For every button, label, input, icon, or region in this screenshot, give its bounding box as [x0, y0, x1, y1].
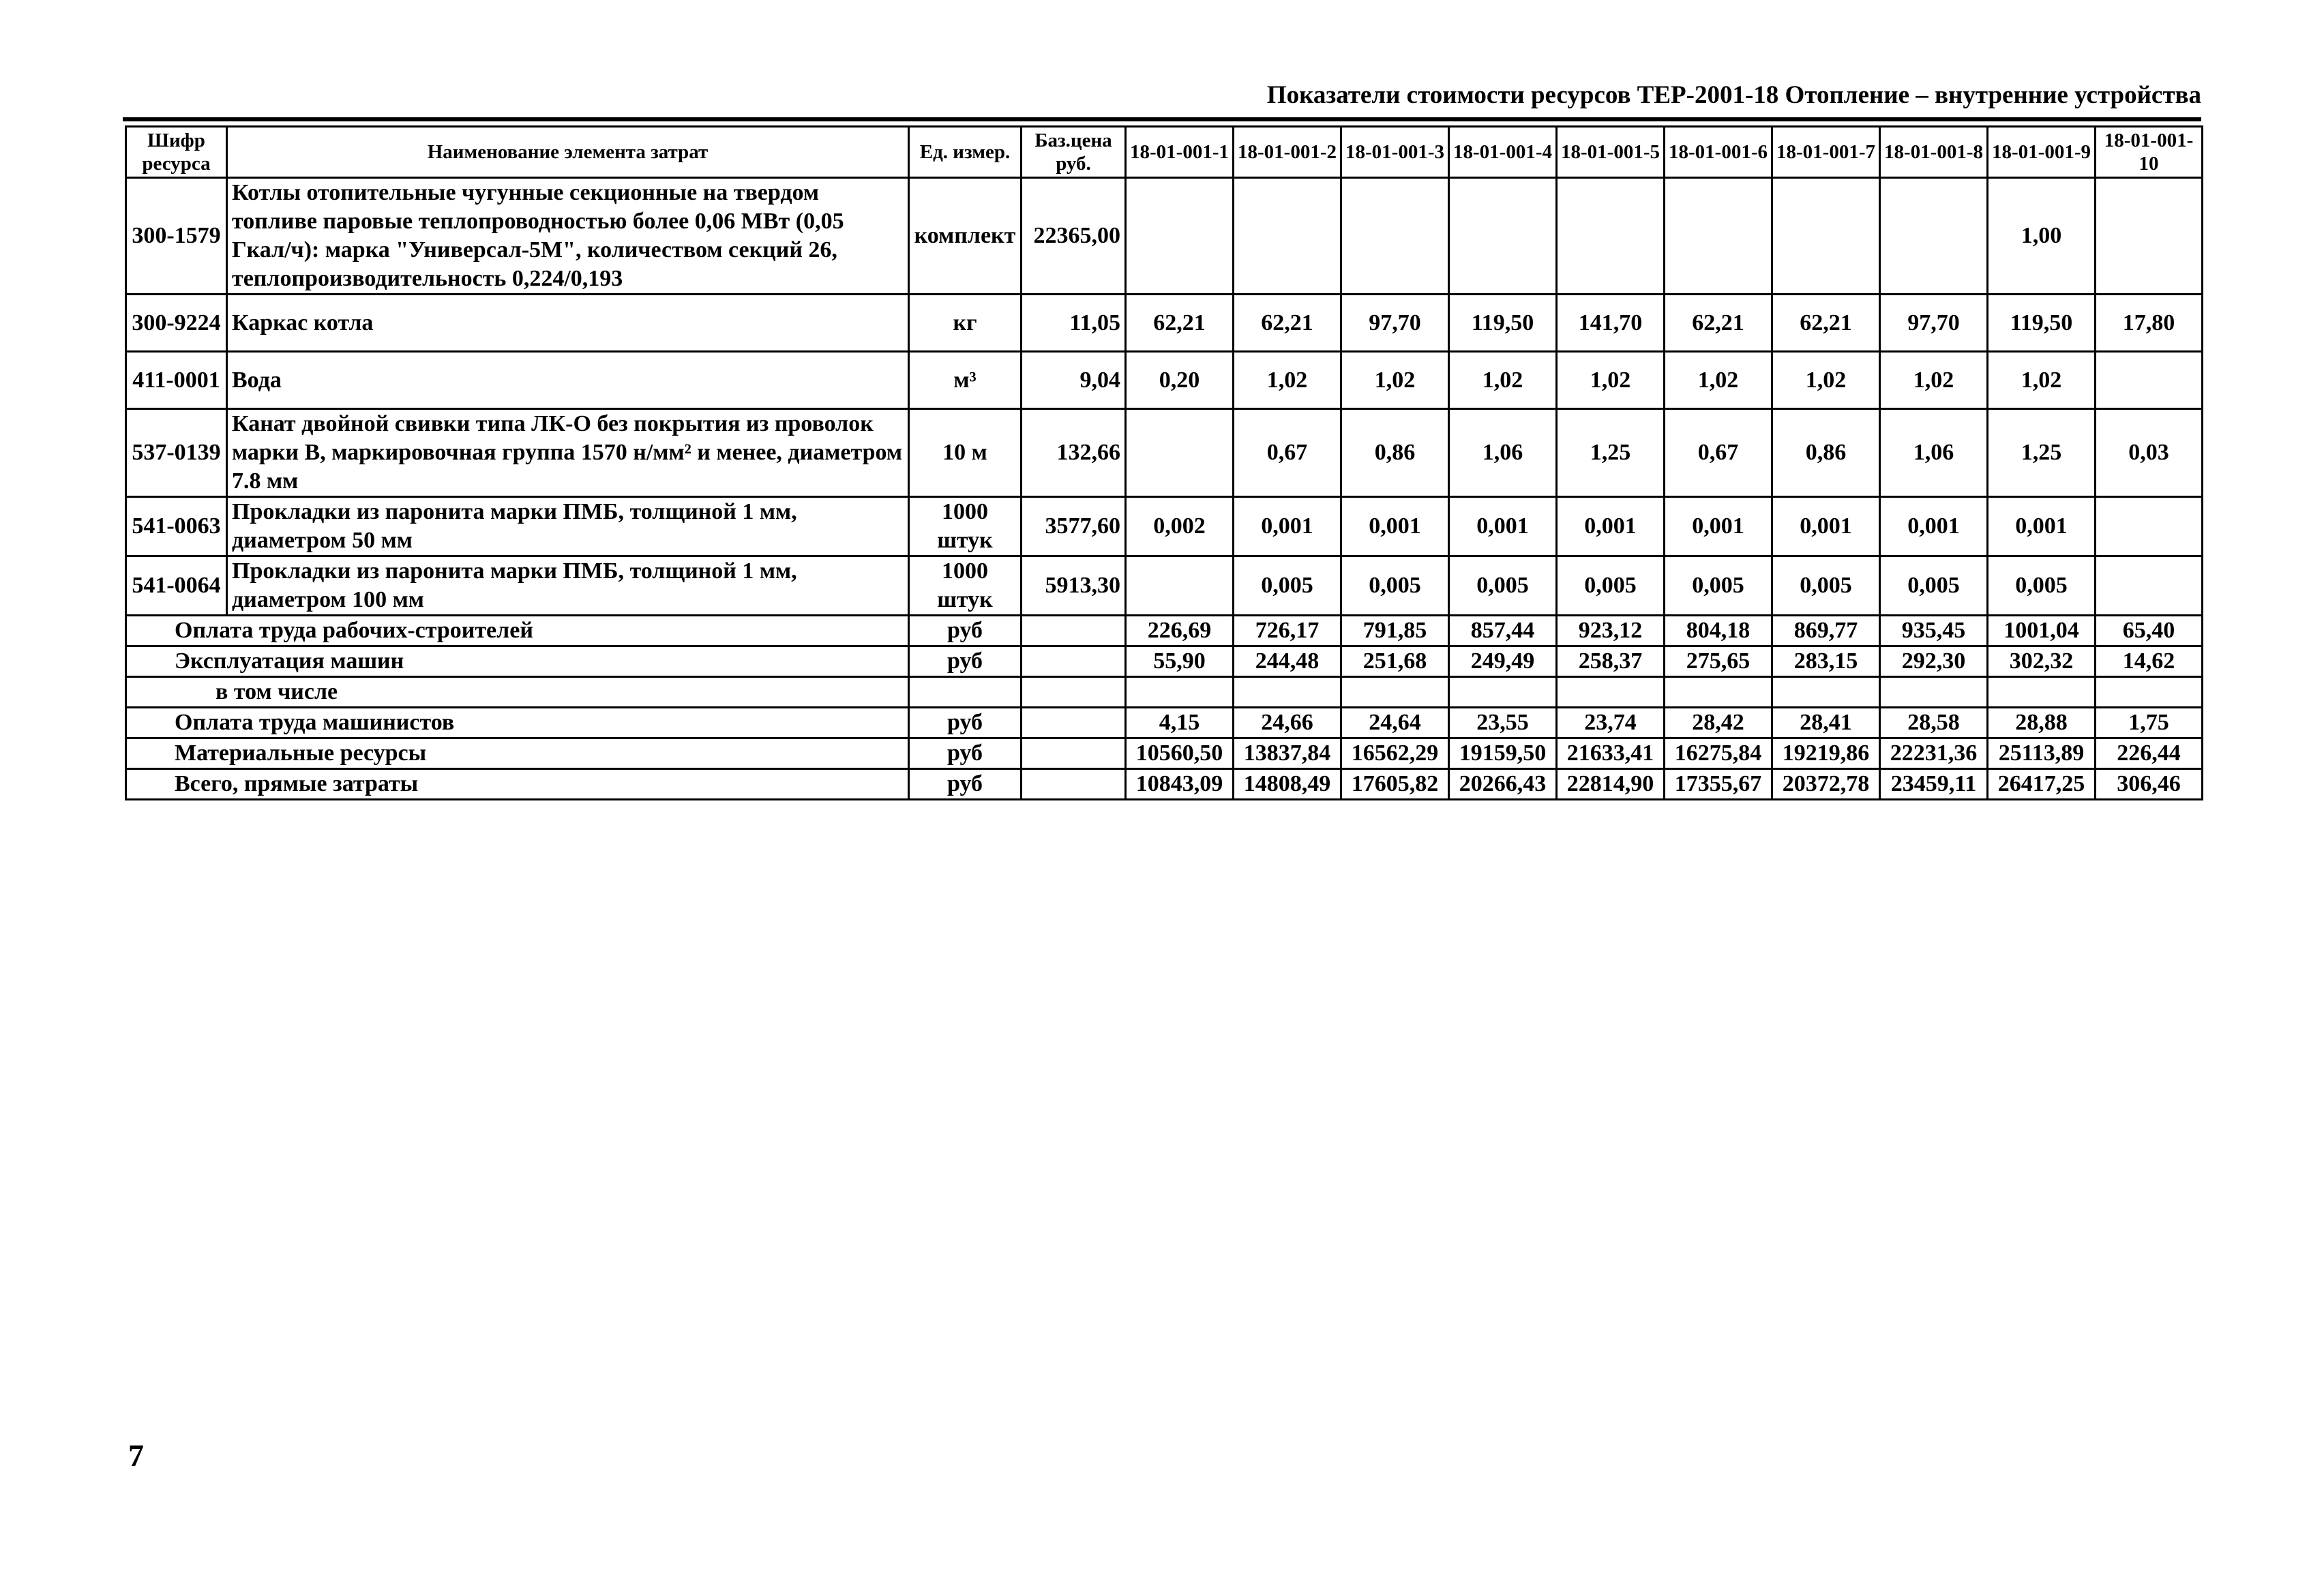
resource-value — [2096, 352, 2203, 409]
resource-unit: комплект — [909, 178, 1022, 295]
resource-value — [1880, 178, 1988, 295]
resource-value: 0,005 — [1557, 556, 1665, 616]
resource-value: 62,21 — [1665, 295, 1772, 352]
summary-unit — [909, 677, 1022, 708]
resource-name: Каркас котла — [227, 295, 909, 352]
summary-unit: руб — [909, 646, 1022, 677]
summary-label: Оплата труда машинистов — [126, 708, 909, 738]
summary-price — [1022, 646, 1126, 677]
page-number: 7 — [128, 1438, 144, 1473]
summary-value: 26417,25 — [1988, 769, 2096, 800]
summary-value: 23,74 — [1557, 708, 1665, 738]
resource-value — [1772, 178, 1880, 295]
resource-value — [1557, 178, 1665, 295]
resource-code: 300-1579 — [126, 178, 227, 295]
resource-unit: 1000 штук — [909, 556, 1022, 616]
page-header-title: Показатели стоимости ресурсов ТЕР-2001-18 Отопление – внутренние устройства — [1266, 81, 2201, 109]
resource-value: 0,005 — [1772, 556, 1880, 616]
summary-value — [1234, 677, 1341, 708]
resource-value: 1,25 — [1988, 409, 2096, 497]
resource-value: 119,50 — [1449, 295, 1557, 352]
resource-unit: 10 м — [909, 409, 1022, 497]
resource-value — [1126, 409, 1234, 497]
resource-value: 1,25 — [1557, 409, 1665, 497]
header-name: Наименование элемента затрат — [227, 127, 909, 178]
resource-name: Вода — [227, 352, 909, 409]
summary-value: 20372,78 — [1772, 769, 1880, 800]
summary-value: 22814,90 — [1557, 769, 1665, 800]
resource-value: 1,02 — [1880, 352, 1988, 409]
summary-label: Оплата труда рабочих-строителей — [126, 616, 909, 646]
resource-unit: кг — [909, 295, 1022, 352]
summary-value: 1,75 — [2096, 708, 2203, 738]
resource-value: 1,02 — [1449, 352, 1557, 409]
summary-label: Всего, прямые затраты — [126, 769, 909, 800]
resource-value: 119,50 — [1988, 295, 2096, 352]
resource-value: 0,005 — [1988, 556, 2096, 616]
summary-value: 23,55 — [1449, 708, 1557, 738]
resource-value: 0,005 — [1449, 556, 1557, 616]
resource-value — [1665, 178, 1772, 295]
resource-value: 0,86 — [1341, 409, 1449, 497]
resource-value: 1,02 — [1341, 352, 1449, 409]
resource-value — [1341, 178, 1449, 295]
header-col: 18-01-001-6 — [1665, 127, 1772, 178]
resource-value: 1,02 — [1557, 352, 1665, 409]
summary-price — [1022, 677, 1126, 708]
summary-value: 244,48 — [1234, 646, 1341, 677]
table-header-row — [126, 127, 2203, 178]
summary-label: в том числе — [126, 677, 909, 708]
summary-price — [1022, 738, 1126, 769]
summary-value: 251,68 — [1341, 646, 1449, 677]
resource-value: 62,21 — [1772, 295, 1880, 352]
header-col: 18-01-001-8 — [1880, 127, 1988, 178]
resource-value: 1,02 — [1234, 352, 1341, 409]
summary-value: 22231,36 — [1880, 738, 1988, 769]
resource-name: Прокладки из паронита марки ПМБ, толщиной 1 мм, диаметром 50 мм — [227, 497, 909, 556]
header-col: 18-01-001-2 — [1234, 127, 1341, 178]
resource-value: 97,70 — [1341, 295, 1449, 352]
resource-value: 0,001 — [1234, 497, 1341, 556]
summary-value: 28,41 — [1772, 708, 1880, 738]
summary-row — [126, 708, 2203, 738]
resource-value: 0,20 — [1126, 352, 1234, 409]
summary-value: 726,17 — [1234, 616, 1341, 646]
summary-value: 24,66 — [1234, 708, 1341, 738]
summary-unit: руб — [909, 769, 1022, 800]
table-row — [126, 497, 2203, 556]
header-col: 18-01-001-9 — [1988, 127, 2096, 178]
summary-price — [1022, 708, 1126, 738]
summary-unit: руб — [909, 616, 1022, 646]
resource-base-price: 132,66 — [1022, 409, 1126, 497]
summary-value: 24,64 — [1341, 708, 1449, 738]
summary-value: 10560,50 — [1126, 738, 1234, 769]
summary-value: 275,65 — [1665, 646, 1772, 677]
resource-code: 411-0001 — [126, 352, 227, 409]
summary-value — [1988, 677, 2096, 708]
resource-value: 62,21 — [1234, 295, 1341, 352]
resource-cost-table — [125, 125, 2203, 800]
resource-value — [1126, 556, 1234, 616]
summary-value: 28,58 — [1880, 708, 1988, 738]
summary-value: 28,42 — [1665, 708, 1772, 738]
summary-value: 55,90 — [1126, 646, 1234, 677]
resource-value: 1,02 — [1665, 352, 1772, 409]
resource-value: 1,02 — [1772, 352, 1880, 409]
resource-value — [2096, 556, 2203, 616]
resource-value: 1,06 — [1449, 409, 1557, 497]
summary-value: 16275,84 — [1665, 738, 1772, 769]
summary-value: 249,49 — [1449, 646, 1557, 677]
summary-value: 17605,82 — [1341, 769, 1449, 800]
table-row — [126, 178, 2203, 295]
header-rule — [123, 117, 2201, 121]
summary-value: 14808,49 — [1234, 769, 1341, 800]
table-row — [126, 352, 2203, 409]
summary-value: 16562,29 — [1341, 738, 1449, 769]
resource-value — [1449, 178, 1557, 295]
summary-price — [1022, 616, 1126, 646]
resource-value: 0,001 — [1557, 497, 1665, 556]
summary-value: 13837,84 — [1234, 738, 1341, 769]
summary-value — [1341, 677, 1449, 708]
resource-base-price: 11,05 — [1022, 295, 1126, 352]
resource-value: 0,001 — [1341, 497, 1449, 556]
summary-value: 20266,43 — [1449, 769, 1557, 800]
summary-value: 21633,41 — [1557, 738, 1665, 769]
resource-name: Прокладки из паронита марки ПМБ, толщиной 1 мм, диаметром 100 мм — [227, 556, 909, 616]
summary-value: 791,85 — [1341, 616, 1449, 646]
summary-unit: руб — [909, 738, 1022, 769]
summary-value: 857,44 — [1449, 616, 1557, 646]
resource-value: 0,67 — [1665, 409, 1772, 497]
header-col: 18-01-001-10 — [2096, 127, 2203, 178]
summary-row — [126, 646, 2203, 677]
resource-base-price: 5913,30 — [1022, 556, 1126, 616]
table-row — [126, 409, 2203, 497]
summary-value: 226,44 — [2096, 738, 2203, 769]
summary-value: 19159,50 — [1449, 738, 1557, 769]
resource-value: 1,02 — [1988, 352, 2096, 409]
resource-value: 0,001 — [1988, 497, 2096, 556]
summary-value — [1665, 677, 1772, 708]
header-price: Баз.цена руб. — [1022, 127, 1126, 178]
summary-value: 923,12 — [1557, 616, 1665, 646]
summary-value: 65,40 — [2096, 616, 2203, 646]
resource-value: 0,001 — [1449, 497, 1557, 556]
resource-code: 537-0139 — [126, 409, 227, 497]
summary-value: 10843,09 — [1126, 769, 1234, 800]
resource-value: 0,001 — [1880, 497, 1988, 556]
resource-name: Канат двойной свивки типа ЛК-О без покрытия из проволок марки В, маркировочная группа 1570 н/мм² и менее, диаметром 7.8 мм — [227, 409, 909, 497]
summary-value — [1449, 677, 1557, 708]
summary-value: 258,37 — [1557, 646, 1665, 677]
summary-value: 1001,04 — [1988, 616, 2096, 646]
summary-value: 869,77 — [1772, 616, 1880, 646]
resource-value: 1,00 — [1988, 178, 2096, 295]
header-code: Шифр ресурса — [126, 127, 227, 178]
summary-row — [126, 738, 2203, 769]
resource-value: 0,67 — [1234, 409, 1341, 497]
table-row — [126, 556, 2203, 616]
summary-value: 17355,67 — [1665, 769, 1772, 800]
header-col: 18-01-001-1 — [1126, 127, 1234, 178]
header-col: 18-01-001-5 — [1557, 127, 1665, 178]
resource-value — [1126, 178, 1234, 295]
summary-value — [2096, 677, 2203, 708]
resource-value — [2096, 497, 2203, 556]
summary-row — [126, 769, 2203, 800]
resource-value: 1,06 — [1880, 409, 1988, 497]
summary-value — [1880, 677, 1988, 708]
resource-value — [1234, 178, 1341, 295]
resource-unit: м³ — [909, 352, 1022, 409]
resource-value: 0,002 — [1126, 497, 1234, 556]
header-col: 18-01-001-7 — [1772, 127, 1880, 178]
summary-label: Материальные ресурсы — [126, 738, 909, 769]
resource-value: 0,005 — [1341, 556, 1449, 616]
summary-label: Эксплуатация машин — [126, 646, 909, 677]
table-row — [126, 295, 2203, 352]
resource-base-price: 22365,00 — [1022, 178, 1126, 295]
resource-name: Котлы отопительные чугунные секционные на твердом топливе паровые теплопроводностью более 0,06 МВт (0,05 Гкал/ч): марка "Универсал-5М", количеством секций 26, теплопроизводительность 0,224/0,193 — [227, 178, 909, 295]
resource-value: 141,70 — [1557, 295, 1665, 352]
summary-value: 23459,11 — [1880, 769, 1988, 800]
resource-value — [2096, 178, 2203, 295]
resource-code: 300-9224 — [126, 295, 227, 352]
summary-value: 28,88 — [1988, 708, 2096, 738]
resource-code: 541-0064 — [126, 556, 227, 616]
summary-value: 283,15 — [1772, 646, 1880, 677]
resource-value: 0,86 — [1772, 409, 1880, 497]
summary-value: 306,46 — [2096, 769, 2203, 800]
summary-value: 25113,89 — [1988, 738, 2096, 769]
resource-value: 0,005 — [1665, 556, 1772, 616]
resource-unit: 1000 штук — [909, 497, 1022, 556]
summary-value — [1557, 677, 1665, 708]
resource-value: 97,70 — [1880, 295, 1988, 352]
summary-row — [126, 616, 2203, 646]
summary-value: 4,15 — [1126, 708, 1234, 738]
resource-value: 0,005 — [1234, 556, 1341, 616]
resource-value: 62,21 — [1126, 295, 1234, 352]
summary-value: 292,30 — [1880, 646, 1988, 677]
summary-unit: руб — [909, 708, 1022, 738]
summary-value — [1772, 677, 1880, 708]
summary-value — [1126, 677, 1234, 708]
summary-value: 935,45 — [1880, 616, 1988, 646]
header-col: 18-01-001-3 — [1341, 127, 1449, 178]
summary-row — [126, 677, 2203, 708]
resource-code: 541-0063 — [126, 497, 227, 556]
header-unit: Ед. измер. — [909, 127, 1022, 178]
summary-value: 19219,86 — [1772, 738, 1880, 769]
header-col: 18-01-001-4 — [1449, 127, 1557, 178]
resource-value: 0,001 — [1665, 497, 1772, 556]
summary-value: 302,32 — [1988, 646, 2096, 677]
resource-base-price: 9,04 — [1022, 352, 1126, 409]
resource-value: 0,03 — [2096, 409, 2203, 497]
summary-price — [1022, 769, 1126, 800]
resource-base-price: 3577,60 — [1022, 497, 1126, 556]
resource-value: 0,001 — [1772, 497, 1880, 556]
summary-value: 226,69 — [1126, 616, 1234, 646]
resource-value: 0,005 — [1880, 556, 1988, 616]
resource-value: 17,80 — [2096, 295, 2203, 352]
summary-value: 804,18 — [1665, 616, 1772, 646]
summary-value: 14,62 — [2096, 646, 2203, 677]
